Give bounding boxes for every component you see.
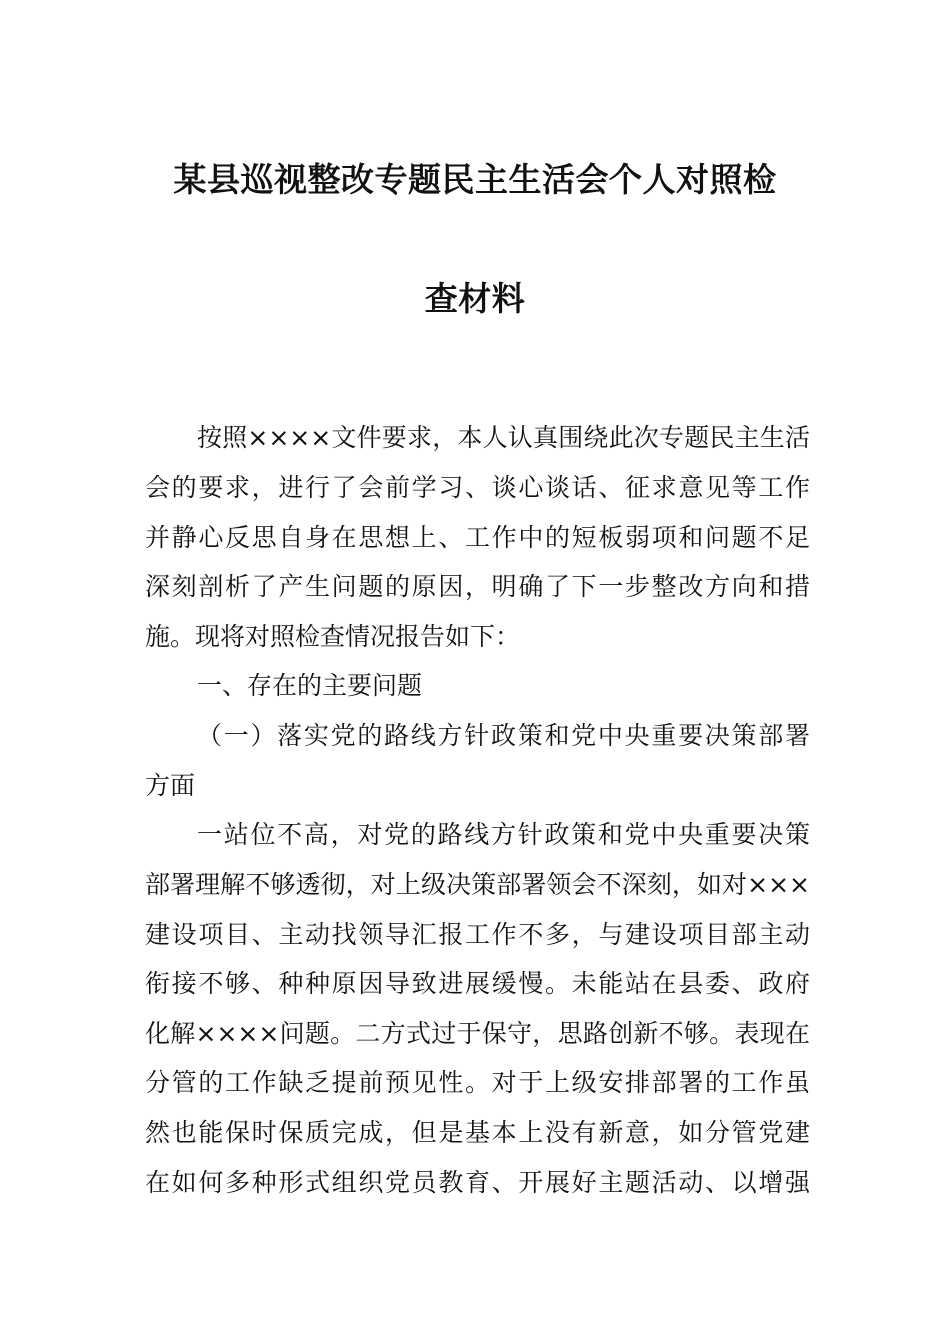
- paragraph-line: 会的要求，进行了会前学习、谈心谈话、征求意见等工作: [145, 473, 810, 502]
- paragraph-line: 在如何多种形式组织党员教育、开展好主题活动、以增强: [145, 1168, 810, 1197]
- paragraph-line: 深刻剖析了产生问题的原因，明确了下一步整改方向和措: [145, 572, 810, 601]
- paragraph-line: 按照××××文件要求，本人认真围绕此次专题民主生活: [197, 423, 810, 452]
- subsection-heading-continued: 方面: [145, 771, 196, 800]
- paragraph-line: 化解××××问题。二方式过于保守，思路创新不够。表现在: [145, 1019, 810, 1048]
- section-heading: 一、存在的主要问题: [197, 671, 423, 700]
- subsection-heading: （一）落实党的路线方针政策和党中央重要决策部署: [197, 721, 810, 750]
- document-title-line-2: 查材料: [424, 279, 526, 318]
- paragraph-line: 并静心反思自身在思想上、工作中的短板弱项和问题不足: [145, 523, 810, 552]
- paragraph-line: 一站位不高，对党的路线方针政策和党中央重要决策: [197, 820, 810, 849]
- paragraph-line: 衔接不够、种种原因导致进展缓慢。未能站在县委、政府: [145, 969, 810, 998]
- paragraph-line: 然也能保时保质完成，但是基本上没有新意，如分管党建: [145, 1118, 810, 1147]
- paragraph-line: 部署理解不够透彻，对上级决策部署领会不深刻，如对×××: [145, 870, 810, 899]
- document-title-line-1: 某县巡视整改专题民主生活会个人对照检: [173, 160, 777, 199]
- paragraph-line: 建设项目、主动找领导汇报工作不多，与建设项目部主动: [145, 920, 810, 949]
- paragraph-line: 分管的工作缺乏提前预见性。对于上级安排部署的工作虽: [145, 1068, 810, 1097]
- paragraph-line: 施。现将对照检查情况报告如下：: [145, 622, 521, 651]
